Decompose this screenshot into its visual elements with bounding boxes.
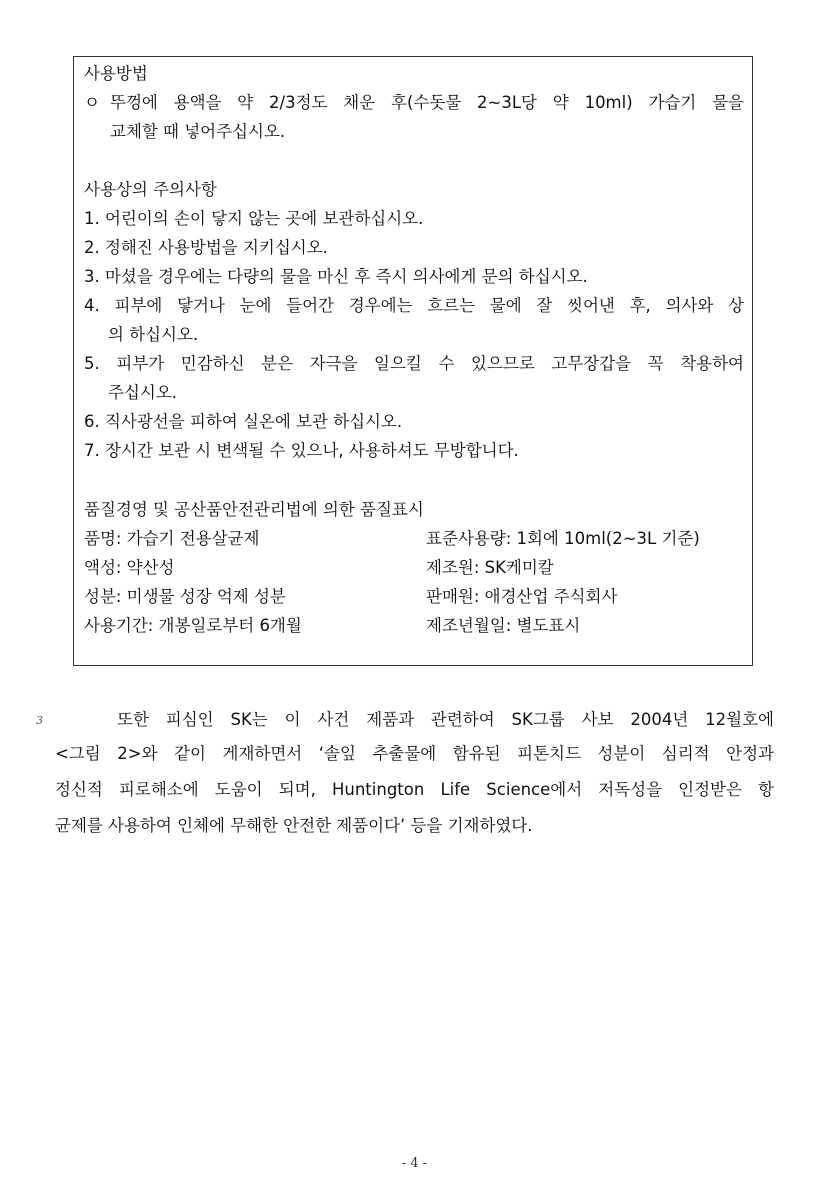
caution-item-6: 6. 직사광선을 피하여 실온에 보관 하십시오. [84, 412, 403, 431]
caution-item-1: 1. 어린이의 손이 닿지 않는 곳에 보관하십시오. [84, 209, 424, 228]
quality-standard-usage: 표준사용량: 1회에 10ml(2∼3L 기준) [426, 529, 700, 548]
quality-title: 품질경영 및 공산품안전관리법에 의한 품질표시 [84, 500, 424, 519]
caution-item-5-line-2: 주십시오. [108, 383, 178, 402]
quality-usage-period: 사용기간: 개봉일로부터 6개월 [84, 616, 302, 635]
usage-bullet: ㅇ [84, 93, 100, 112]
quality-ingredients: 성분: 미생물 성장 억제 성분 [84, 587, 286, 606]
caution-item-3: 3. 마셨을 경우에는 다량의 물을 마신 후 즉시 의사에게 문의 하십시오. [84, 267, 588, 286]
quality-manufacture-date: 제조년월일: 별도표시 [426, 616, 581, 635]
paragraph-number: 3 [36, 714, 43, 727]
usage-title: 사용방법 [84, 64, 148, 83]
product-label-box [73, 56, 753, 666]
caution-item-5-line-1: 5. 피부가 민감하신 분은 자극을 일으킬 수 있으므로 고무장갑을 꼭 착용하여 [84, 354, 744, 373]
caution-item-4-line-2: 의 하십시오. [108, 325, 199, 344]
quality-manufacturer: 제조원: SK케미칼 [426, 558, 554, 577]
quality-distributor: 판매원: 애경산업 주식회사 [426, 587, 618, 606]
caution-item-4-line-1: 4. 피부에 닿거나 눈에 들어간 경우에는 흐르는 물에 잘 씻어낸 후, 의사와 상 [84, 296, 744, 315]
paragraph-line-4: 균제를 사용하여 인체에 무해한 안전한 제품이다’ 등을 기재하였다. [55, 816, 533, 835]
page-number: - 4 - [401, 1156, 428, 1171]
paragraph-line-2: <그림 2>와 같이 게재하면서 ‘솔잎 추출물에 함유된 피톤치드 성분이 심리적 안정과 [55, 744, 774, 763]
usage-line-2: 교체할 때 넣어주십시오. [110, 122, 286, 141]
paragraph-line-3: 정신적 피로해소에 도움이 되며, Huntington Life Science에서 저독성을 인정받은 항 [55, 780, 774, 799]
usage-line-1: 뚜껑에 용액을 약 2/3정도 채운 후(수돗물 2∼3L당 약 10ml) 가습기 물을 [110, 93, 744, 112]
paragraph-line-1: 또한 피심인 SK는 이 사건 제품과 관련하여 SK그룹 사보 2004년 12월호에 [117, 710, 774, 729]
quality-acidity: 액성: 약산성 [84, 558, 175, 577]
quality-product-name: 품명: 가습기 전용살균제 [84, 529, 260, 548]
caution-item-2: 2. 정해진 사용방법을 지키십시오. [84, 238, 328, 257]
caution-title: 사용상의 주의사항 [84, 180, 217, 199]
caution-item-7: 7. 장시간 보관 시 변색될 수 있으나, 사용하셔도 무방합니다. [84, 441, 519, 460]
